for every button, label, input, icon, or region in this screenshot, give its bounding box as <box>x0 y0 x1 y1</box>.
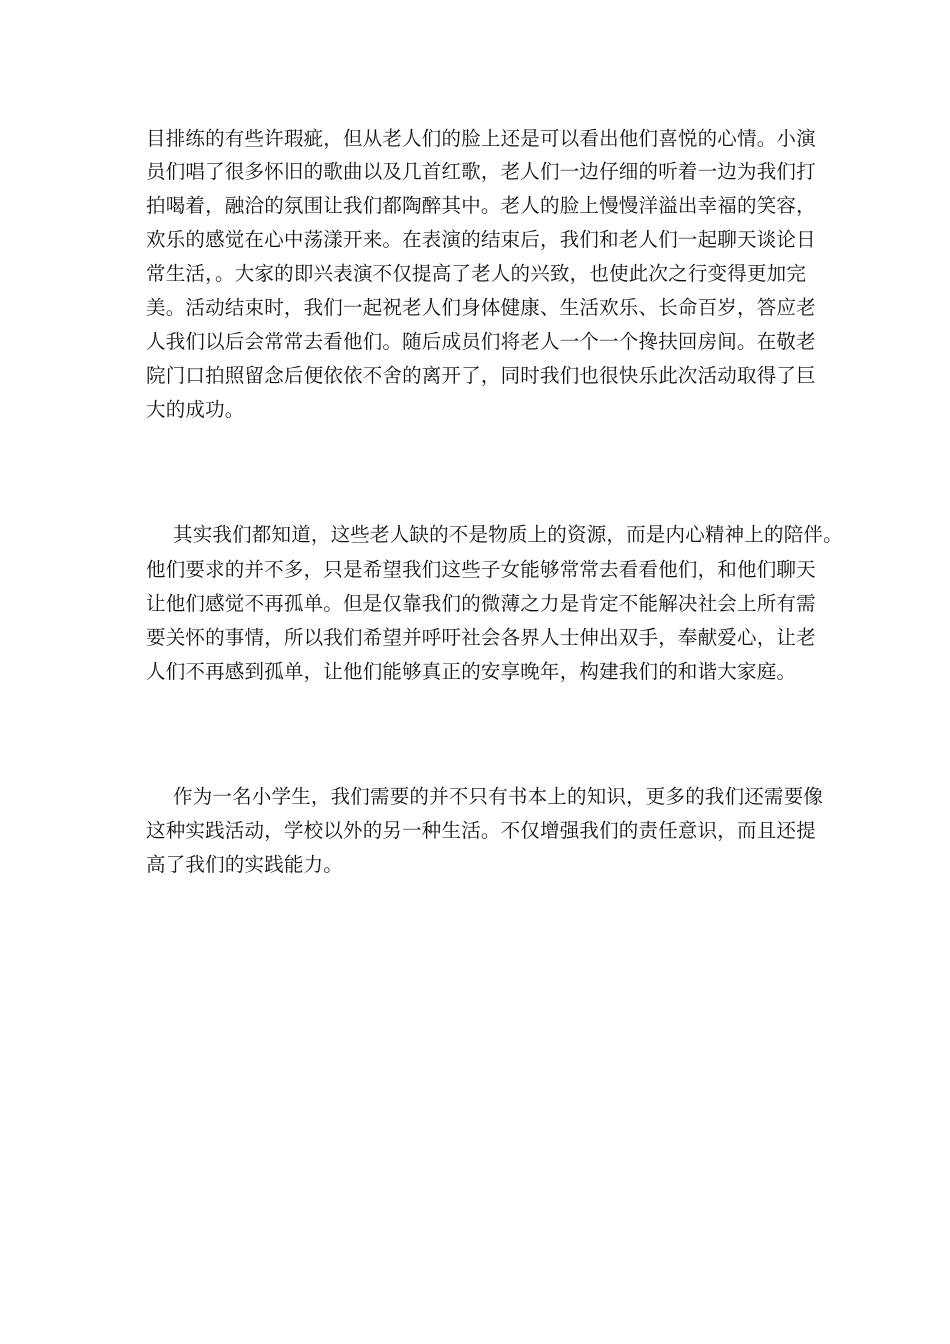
paragraph-3-line-1: 作为一名小学生，我们需要的并不只有书本上的知识，更多的我们还需要像 <box>173 785 824 808</box>
paragraph-1-line-8: 院门口拍照留念后便依依不舍的离开了，同时我们也很快乐此次活动取得了巨 <box>146 364 816 387</box>
paragraph-1-line-4: 欢乐的感觉在心中荡漾开来。在表演的结束后，我们和老人们一起聊天谈论日 <box>146 228 816 251</box>
paragraph-2-line-3: 让他们感觉不再孤单。但是仅靠我们的微薄之力是肯定不能解决社会上所有需 <box>146 592 816 615</box>
paragraph-2-line-1: 其实我们都知道，这些老人缺的不是物质上的资源，而是内心精神上的陪伴。 <box>173 523 843 546</box>
paragraph-2-line-2: 他们要求的并不多，只是希望我们这些子女能够常常去看看他们，和他们聊天 <box>146 558 816 581</box>
paragraph-1-line-7: 人我们以后会常常去看他们。随后成员们将老人一个一个搀扶回房间。在敬老 <box>146 330 816 353</box>
paragraph-1-line-6: 美。活动结束时，我们一起祝老人们身体健康、生活欢乐、长命百岁，答应老 <box>146 296 816 319</box>
paragraph-2-line-5: 人们不再感到孤单，让他们能够真正的安享晚年，构建我们的和谐大家庭。 <box>146 660 797 683</box>
paragraph-1-line-9: 大的成功。 <box>146 398 245 421</box>
paragraph-3-line-2: 这种实践活动，学校以外的另一种生活。不仅增强我们的责任意识，而且还提 <box>146 819 816 842</box>
paragraph-1-line-3: 拍喝着，融洽的氛围让我们都陶醉其中。老人的脸上慢慢洋溢出幸福的笑容， <box>146 194 816 217</box>
paragraph-2-line-4: 要关怀的事情，所以我们希望并呼吁社会各界人士伸出双手，奉献爱心，让老 <box>146 626 816 649</box>
paragraph-1-line-2: 员们唱了很多怀旧的歌曲以及几首红歌，老人们一边仔细的听着一边为我们打 <box>146 160 816 183</box>
paragraph-3-line-3: 高了我们的实践能力。 <box>146 853 344 876</box>
paragraph-1-line-5: 常生活，。大家的即兴表演不仅提高了老人的兴致，也使此次之行变得更加完 <box>146 262 807 285</box>
paragraph-1-line-1: 目排练的有些许瑕疵，但从老人们的脸上还是可以看出他们喜悦的心情。小演 <box>146 127 816 150</box>
